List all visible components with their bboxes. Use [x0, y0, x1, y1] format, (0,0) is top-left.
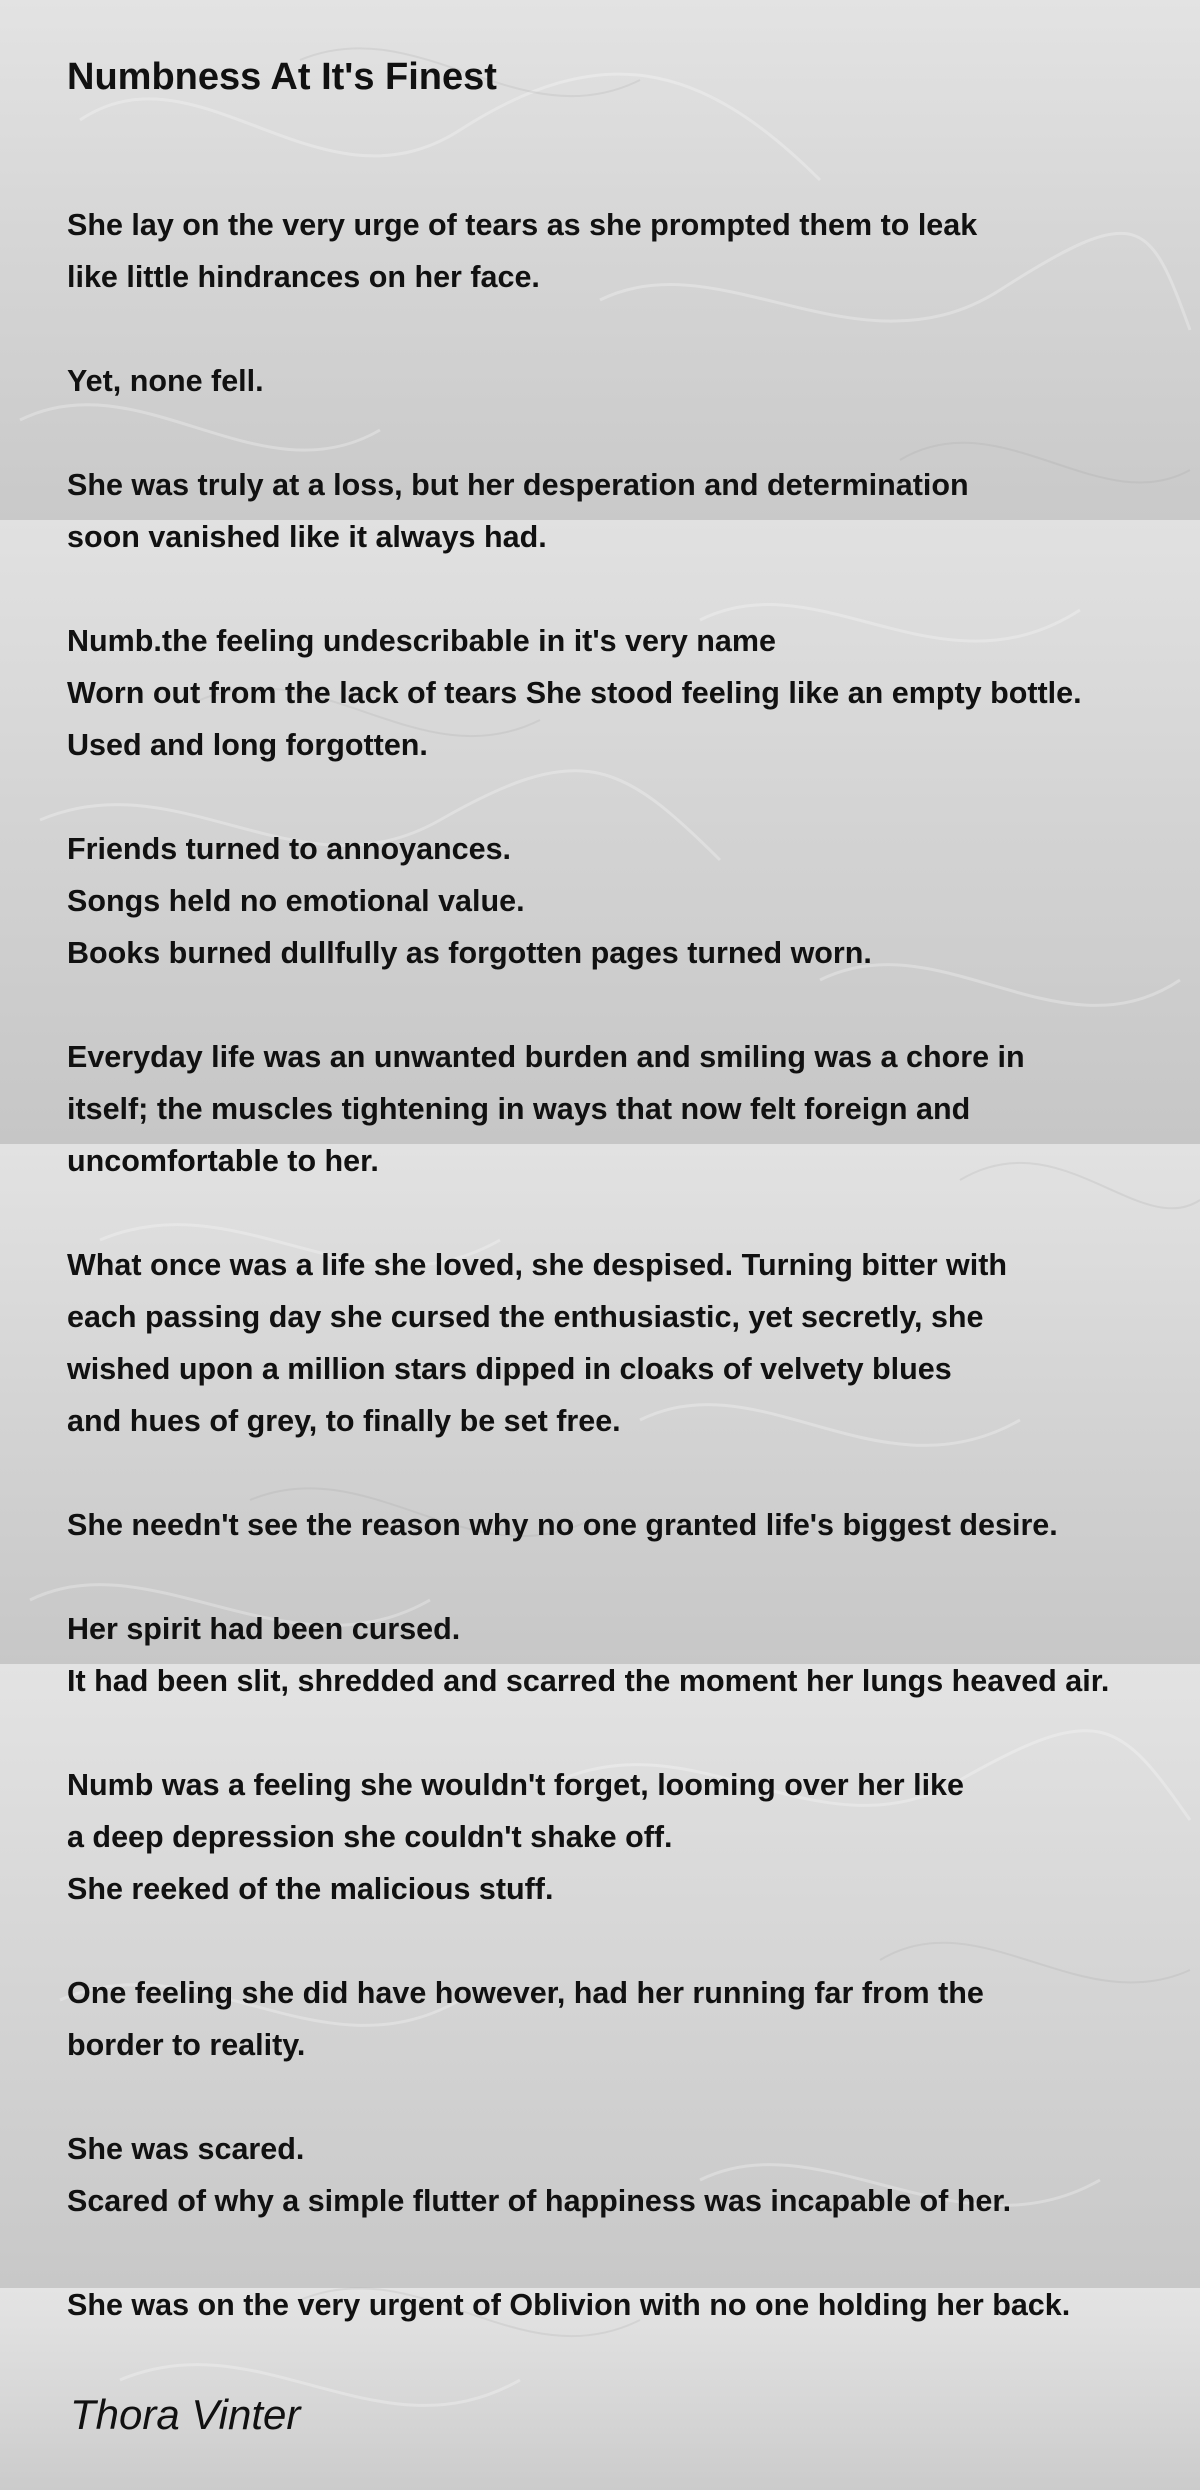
poem-content: [67, 52, 1187, 2331]
poem-author: Thora Vinter: [70, 2391, 301, 2438]
poem-body: She lay on the very urge of tears as she prompted them to leak like little hindrances on her face. Yet, none fell. She was truly at a loss, but her desperation and determination soon vanished like it always had. Numb.the feeling undescribable in it's very name Worn out from the lack of tears She stood feeling like an empty bottle. Used and long forgotten. Friends turned to annoyances. Songs held no emotional value. Books burned dullfully as forgotten pages turned worn. Everyday life was an unwanted burden and smiling was a chore in itself; the muscles tightening in ways that now felt foreign and uncomfortable to her. What once was a life she loved, she despised. Turning bitter with each passing day she cursed the enthusiastic, yet secretly, she wished upon a million stars dipped in cloaks of velvety blues and hues of grey, to finally be set free. She needn't see the reason why no one granted life's biggest desire. Her spirit had been cursed. It had been slit, shredded and scarred the moment her lungs heaved air. Numb was a feeling she wouldn't forget, looming over her like a deep depression she couldn't shake off. She reeked of the malicious stuff. One feeling she did have however, had her running far from the border to reality. She was scared. Scared of why a simple flutter of happiness was incapable of her. She was on the very urgent of Oblivion with no one holding her back.: [67, 208, 1110, 2322]
poem-title: Numbness At It's Finest: [67, 56, 497, 98]
